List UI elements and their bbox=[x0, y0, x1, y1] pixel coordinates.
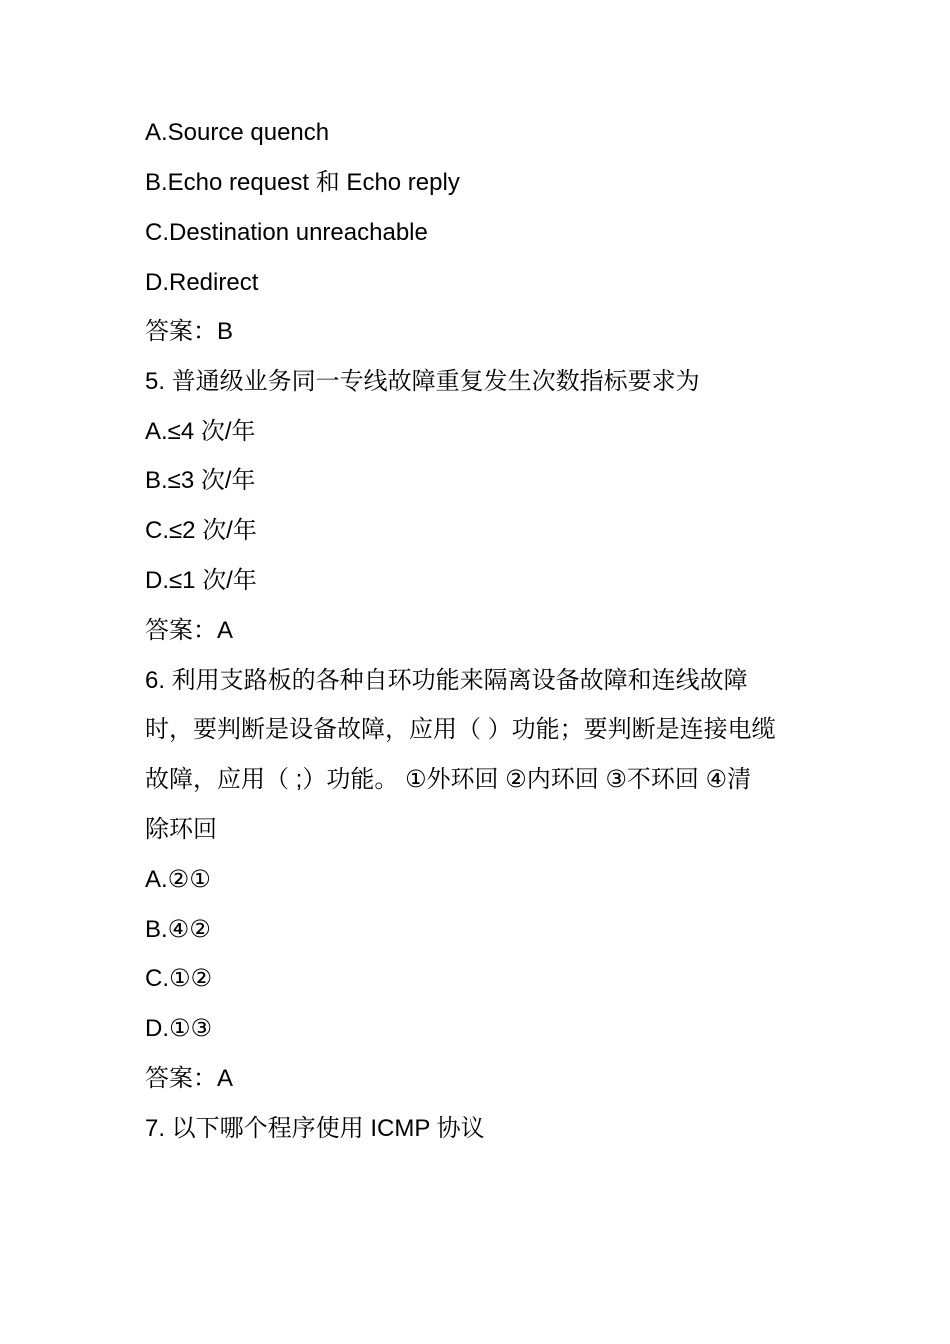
q6-option-c: C.①② bbox=[145, 965, 213, 992]
q6-stem-line-1: 6. 利用支路板的各种自环功能来隔离设备故障和连线故障 bbox=[145, 667, 748, 694]
q5-stem: 5. 普通级业务同一专线故障重复发生次数指标要求为 bbox=[145, 368, 700, 395]
q6-option-a: A.②① bbox=[145, 866, 211, 893]
q5-option-b: B.≤3 次/年 bbox=[145, 467, 256, 494]
q5-option-d: D.≤1 次/年 bbox=[145, 567, 257, 594]
q5-option-a: A.≤4 次/年 bbox=[145, 418, 256, 445]
q5-answer: 答案：A bbox=[145, 617, 234, 644]
q5-option-c: C.≤2 次/年 bbox=[145, 517, 257, 544]
q4-answer: 答案：B bbox=[145, 318, 234, 345]
q6-option-d: D.①③ bbox=[145, 1015, 213, 1042]
q6-answer: 答案：A bbox=[145, 1065, 234, 1092]
q4-option-a: A.Source quench bbox=[145, 119, 330, 146]
q6-stem-line-3: 故障，应用（ ;）功能。 ①外环回 ②内环回 ③不环回 ④清 bbox=[145, 766, 752, 793]
q6-option-b: B.④② bbox=[145, 916, 211, 943]
q6-stem-line-4: 除环回 bbox=[145, 816, 217, 843]
q7-stem: 7. 以下哪个程序使用 ICMP 协议 bbox=[145, 1115, 485, 1142]
q4-option-d: D.Redirect bbox=[145, 269, 259, 296]
q6-stem-line-2: 时，要判断是设备故障，应用（ ）功能；要判断是连接电缆 bbox=[145, 716, 776, 743]
q4-option-c: C.Destination unreachable bbox=[145, 219, 428, 246]
q4-option-b: B.Echo request 和 Echo reply bbox=[145, 169, 460, 196]
